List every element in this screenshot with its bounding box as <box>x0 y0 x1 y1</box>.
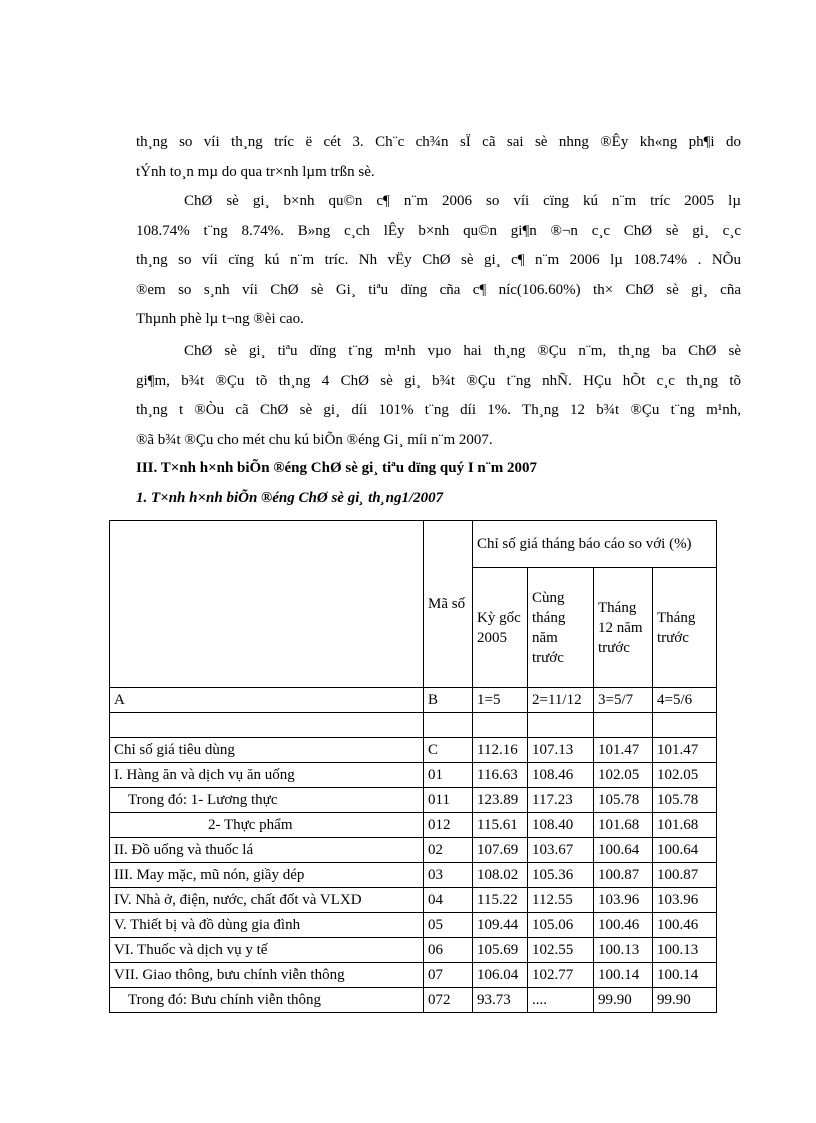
row-value: 115.61 <box>473 813 528 838</box>
table-row <box>110 863 717 888</box>
row-code: 07 <box>424 963 473 988</box>
text-line: th¸ng so víi cïng kú n¨m tríc. Nh vËy ChØ sè gi¸ c¶ n¨m 2006 lµ 108.74% . NÕu <box>136 252 741 269</box>
table-row <box>110 763 717 788</box>
row-value: 107.69 <box>473 838 528 863</box>
row-value: 106.04 <box>473 963 528 988</box>
row-value: 105.36 <box>528 863 594 888</box>
row-code: 01 <box>424 763 473 788</box>
row-value: 105.06 <box>528 913 594 938</box>
index-cell: 1=5 <box>473 688 528 713</box>
text-line: Thµnh phè lµ t¬ng ®èi cao. <box>136 311 304 328</box>
row-label: IV. Nhà ở, điện, nước, chất đốt và VLXD <box>110 888 424 913</box>
index-cell: B <box>424 688 473 713</box>
table-row <box>110 738 717 763</box>
col-header: Kỳ gốc 2005 <box>473 568 528 688</box>
row-value: 102.05 <box>653 763 717 788</box>
row-value: 105.69 <box>473 938 528 963</box>
row-label: Trong đó: 1- Lương thực <box>110 788 424 813</box>
table-row <box>110 963 717 988</box>
index-cell: 3=5/7 <box>594 688 653 713</box>
table-row <box>110 988 717 1013</box>
blank-cell <box>653 713 717 738</box>
text-line: tÝnh to¸n mµ do qua tr×nh lµm trßn sè. <box>136 163 375 180</box>
table-row <box>110 838 717 863</box>
paragraph-3 <box>136 337 741 455</box>
row-label: VII. Giao thông, bưu chính viễn thông <box>110 963 424 988</box>
row-value: 107.13 <box>528 738 594 763</box>
row-value: .... <box>528 988 594 1013</box>
row-value: 100.87 <box>594 863 653 888</box>
price-index-table <box>109 520 717 1013</box>
row-value: 108.02 <box>473 863 528 888</box>
text-line: ®em so s¸nh víi ChØ sè Gi¸ tiªu dïng cña c¶ níc(106.60%) th× ChØ sè gi¸ cña <box>136 281 741 298</box>
index-cell: 2=11/12 <box>528 688 594 713</box>
blank-cell <box>424 713 473 738</box>
row-label: V. Thiết bị và đồ dùng gia đình <box>110 913 424 938</box>
row-value: 100.46 <box>653 913 717 938</box>
blank-cell <box>528 713 594 738</box>
row-value: 100.46 <box>594 913 653 938</box>
row-value: 100.14 <box>594 963 653 988</box>
table-row <box>110 813 717 838</box>
row-value: 101.47 <box>594 738 653 763</box>
row-value: 93.73 <box>473 988 528 1013</box>
row-code: 02 <box>424 838 473 863</box>
row-label: 2- Thực phẩm <box>110 813 424 838</box>
row-value: 112.16 <box>473 738 528 763</box>
index-cell: 4=5/6 <box>653 688 717 713</box>
row-label: III. May mặc, mũ nón, giầy dép <box>110 863 424 888</box>
row-code: 04 <box>424 888 473 913</box>
row-label: Trong đó: Bưu chính viễn thông <box>110 988 424 1013</box>
table-row <box>110 938 717 963</box>
row-value: 116.63 <box>473 763 528 788</box>
table-row <box>110 888 717 913</box>
row-value: 112.55 <box>528 888 594 913</box>
row-value: 99.90 <box>653 988 717 1013</box>
row-value: 102.55 <box>528 938 594 963</box>
row-code: 072 <box>424 988 473 1013</box>
row-value: 109.44 <box>473 913 528 938</box>
row-value: 100.64 <box>653 838 717 863</box>
row-value: 105.78 <box>653 788 717 813</box>
row-label: II. Đồ uống và thuốc lá <box>110 838 424 863</box>
row-value: 102.05 <box>594 763 653 788</box>
text-line: ChØ sè gi¸ b×nh qu©n c¶ n¨m 2006 so víi cïng kú n¨m tríc 2005 lµ <box>184 193 741 209</box>
text-line: gi¶m, b¾t ®Çu tõ th¸ng 4 ChØ sè gi¸ b¾t ®Çu t¨ng nhÑ. HÇu hÕt c¸c th¸ng tõ <box>136 372 741 389</box>
blank-cell <box>594 713 653 738</box>
row-value: 108.40 <box>528 813 594 838</box>
paragraph-2 <box>136 187 741 335</box>
row-value: 117.23 <box>528 788 594 813</box>
row-value: 100.13 <box>594 938 653 963</box>
subsection-heading: 1. T×nh h×nh biÕn ®éng ChØ sè gi¸ th¸ng1/2007 <box>136 490 444 506</box>
row-code: 03 <box>424 863 473 888</box>
header-group: Chỉ số giá tháng báo cáo so với (%) <box>473 521 717 568</box>
row-label: Chỉ số giá tiêu dùng <box>110 738 424 763</box>
col-header: Tháng 12 năm trước <box>594 568 653 688</box>
row-code: C <box>424 738 473 763</box>
table-row <box>110 913 717 938</box>
blank-cell <box>110 713 424 738</box>
row-value: 100.14 <box>653 963 717 988</box>
row-label: I. Hàng ăn và dịch vụ ăn uống <box>110 763 424 788</box>
row-value: 101.68 <box>653 813 717 838</box>
section-heading: III. T×nh h×nh biÕn ®éng ChØ sè gi¸ tiªu dïng quý I n¨m 2007 <box>136 460 537 476</box>
col-header: Tháng trước <box>653 568 717 688</box>
empty-header-cell <box>110 521 424 688</box>
row-value: 100.13 <box>653 938 717 963</box>
text-line: 108.74% t¨ng 8.74%. B»ng c¸ch lÊy b×nh qu©n gi¶n ®¬n c¸c ChØ sè gi¸ c¸c <box>136 222 741 239</box>
row-code: 06 <box>424 938 473 963</box>
row-value: 115.22 <box>473 888 528 913</box>
text-line: th¸ng t ®Òu cã ChØ sè gi¸ díi 101% t¨ng díi 1%. Th¸ng 12 b¾t ®Çu t¨ng m¹nh, <box>136 402 741 419</box>
row-value: 103.96 <box>653 888 717 913</box>
row-value: 100.64 <box>594 838 653 863</box>
row-code: 012 <box>424 813 473 838</box>
row-label: VI. Thuốc và dịch vụ y tế <box>110 938 424 963</box>
table-row <box>110 788 717 813</box>
row-code: 011 <box>424 788 473 813</box>
row-code: 05 <box>424 913 473 938</box>
blank-cell <box>473 713 528 738</box>
col-header: Cùng tháng năm trước <box>528 568 594 688</box>
row-value: 108.46 <box>528 763 594 788</box>
paragraph-1 <box>136 128 741 187</box>
row-value: 101.68 <box>594 813 653 838</box>
text-line: ®ã b¾t ®Çu cho mét chu kú biÕn ®éng Gi¸ míi n¨m 2007. <box>136 431 493 448</box>
index-row <box>110 688 717 713</box>
row-value: 99.90 <box>594 988 653 1013</box>
text-line: ChØ sè gi¸ tiªu dïng t¨ng m¹nh vµo hai th¸ng ®Çu n¨m, th¸ng ba ChØ sè <box>184 343 741 359</box>
index-cell: A <box>110 688 424 713</box>
blank-row <box>110 713 717 738</box>
row-value: 102.77 <box>528 963 594 988</box>
text-line: th¸ng so víi th¸ng tríc ë cét 3. Ch¨c ch¾n sÏ cã sai sè nhng ®Êy kh«ng ph¶i do <box>136 134 741 150</box>
row-value: 123.89 <box>473 788 528 813</box>
row-value: 103.96 <box>594 888 653 913</box>
row-value: 103.67 <box>528 838 594 863</box>
row-value: 101.47 <box>653 738 717 763</box>
row-value: 100.87 <box>653 863 717 888</box>
header-code: Mã số <box>424 521 473 688</box>
row-value: 105.78 <box>594 788 653 813</box>
